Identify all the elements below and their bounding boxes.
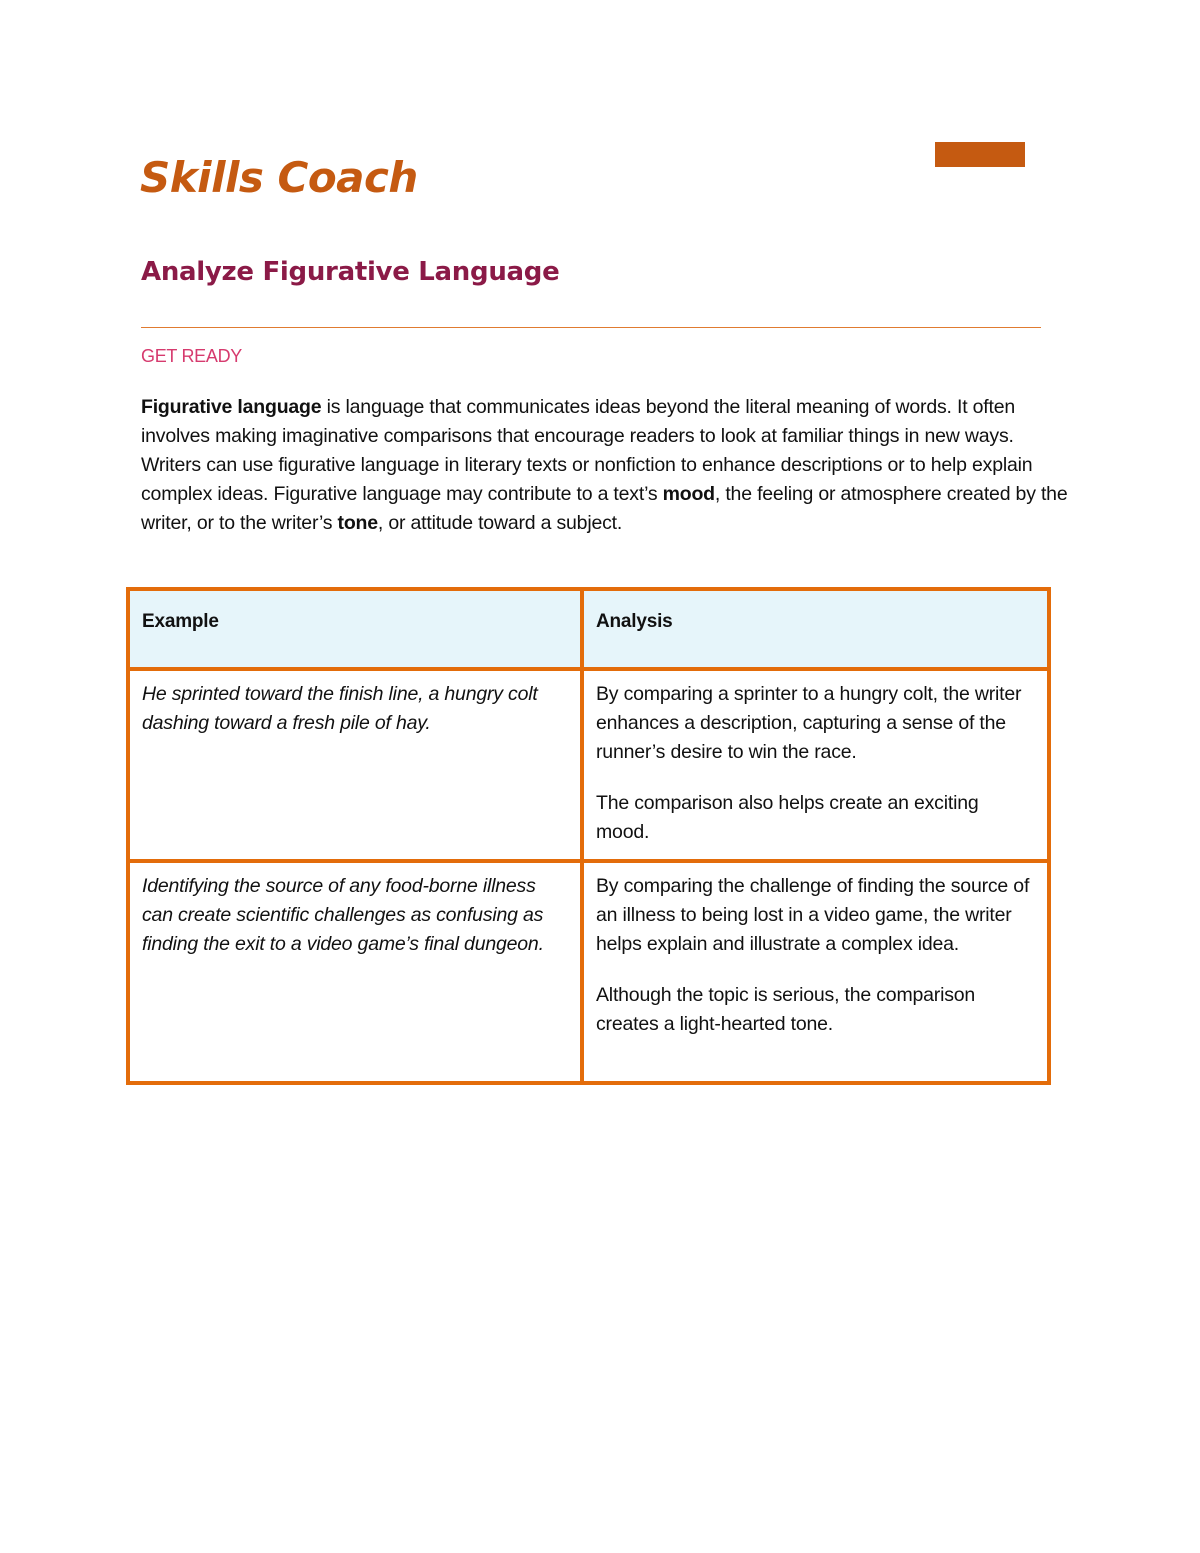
example-cell <box>128 861 582 1083</box>
analysis-text: By comparing the challenge of finding the source of an illness to being lost in a video game, the writer helps explain and illustrate a complex idea. <box>596 875 1030 955</box>
analysis-text: By comparing a sprinter to a hungry colt, the writer enhances a description, capturing a sense of the runner’s desire to win the race. <box>596 683 1022 763</box>
term-figurative-language: Figurative language <box>141 396 322 418</box>
column-header-example: Example <box>128 589 582 669</box>
intro-text-part3: , or attitude toward a subject. <box>377 512 623 534</box>
analysis-text: The comparison also helps create an exciting mood. <box>596 792 979 843</box>
analysis-text: Although the topic is serious, the comparison creates a light-hearted tone. <box>596 984 976 1035</box>
table-header-row <box>128 589 1049 669</box>
analysis-cell <box>582 861 1049 1083</box>
table-row <box>128 861 1049 1083</box>
lesson-title: Analyze Figurative Language <box>141 257 560 287</box>
term-mood: mood <box>662 483 715 505</box>
analysis-cell <box>582 669 1049 861</box>
intro-text-part1: is language that communicates ideas beyond the literal meaning of words. It often involves making imaginative comparisons that encourage readers to look at familiar things in new ways. Writers can use figurative language in literary texts or nonfiction to enhance descriptions or to help explain complex ideas. Figurative language may contribute to a text’s <box>141 396 1033 505</box>
intro-text-part2: , the feeling or atmosphere created by the writer, or to the writer’s <box>141 483 1068 534</box>
intro-paragraph <box>141 393 1071 538</box>
get-ready-label: GET READY <box>141 346 242 366</box>
decorative-corner-block <box>935 142 1025 167</box>
brand-title: Skills Coach <box>140 153 418 202</box>
example-cell <box>128 669 582 861</box>
table-row <box>128 669 1049 861</box>
column-header-analysis: Analysis <box>582 589 1049 669</box>
example-text: He sprinted toward the finish line, a hungry colt dashing toward a fresh pile of hay. <box>142 683 538 734</box>
example-analysis-table <box>126 587 1051 1085</box>
section-divider <box>141 327 1041 328</box>
term-tone: tone <box>337 512 378 534</box>
example-text: Identifying the source of any food-borne illness can create scientific challenges as confusing as finding the exit to a video game’s final dungeon. <box>142 875 544 955</box>
